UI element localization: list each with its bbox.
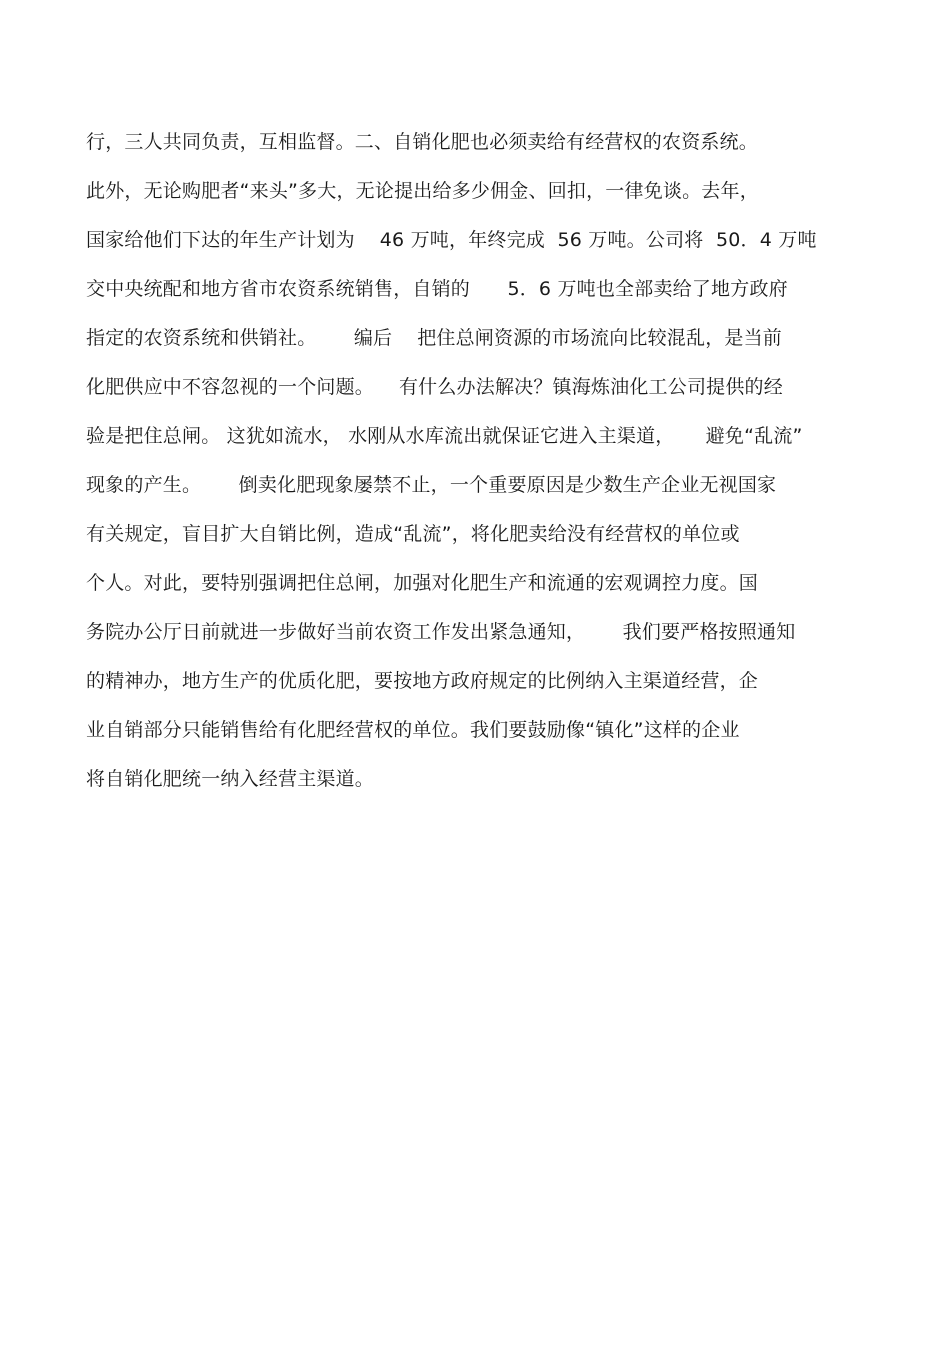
text-line: 交中央统配和地方省市农资系统销售，自销的 5．6 万吨也全部卖给了地方政府 — [86, 278, 788, 300]
text-line: 指定的农资系统和供销社。 编后 把住总闸资源的市场流向比较混乱，是当前 — [86, 327, 782, 349]
text-line: 务院办公厅日前就进一步做好当前农资工作发出紧急通知， 我们要严格按照通知 — [86, 621, 796, 643]
text-line: 个人。对此，要特别强调把住总闸，加强对化肥生产和流通的宏观调控力度。国 — [86, 572, 759, 594]
text-line: 将自销化肥统一纳入经营主渠道。 — [86, 768, 375, 790]
text-line: 此外，无论购肥者“来头”多大，无论提出给多少佣金、回扣，一律免谈。去年， — [86, 180, 759, 202]
text-line: 的精神办，地方生产的优质化肥，要按地方政府规定的比例纳入主渠道经营，企 — [86, 670, 759, 692]
text-line: 业自销部分只能销售给有化肥经营权的单位。我们要鼓励像“镇化”这样的企业 — [86, 719, 740, 741]
text-line: 化肥供应中不容忽视的一个问题。 有什么办法解决？镇海炼油化工公司提供的经 — [86, 376, 783, 398]
article-body — [86, 121, 916, 807]
text-line: 有关规定，盲目扩大自销比例，造成“乱流”，将化肥卖给没有经营权的单位或 — [86, 523, 740, 545]
text-line: 行，三人共同负责，互相监督。二、自销化肥也必须卖给有经营权的农资系统。 — [86, 131, 759, 153]
text-line: 现象的产生。 倒卖化肥现象屡禁不止，一个重要原因是少数生产企业无视国家 — [86, 474, 777, 496]
text-line: 国家给他们下达的年生产计划为 46 万吨，年终完成 56 万吨。公司将 50．4 万吨 — [86, 229, 817, 251]
text-line: 验是把住总闸。 这犹如流水， 水刚从水库流出就保证它进入主渠道， 避免“乱流” — [86, 425, 803, 447]
